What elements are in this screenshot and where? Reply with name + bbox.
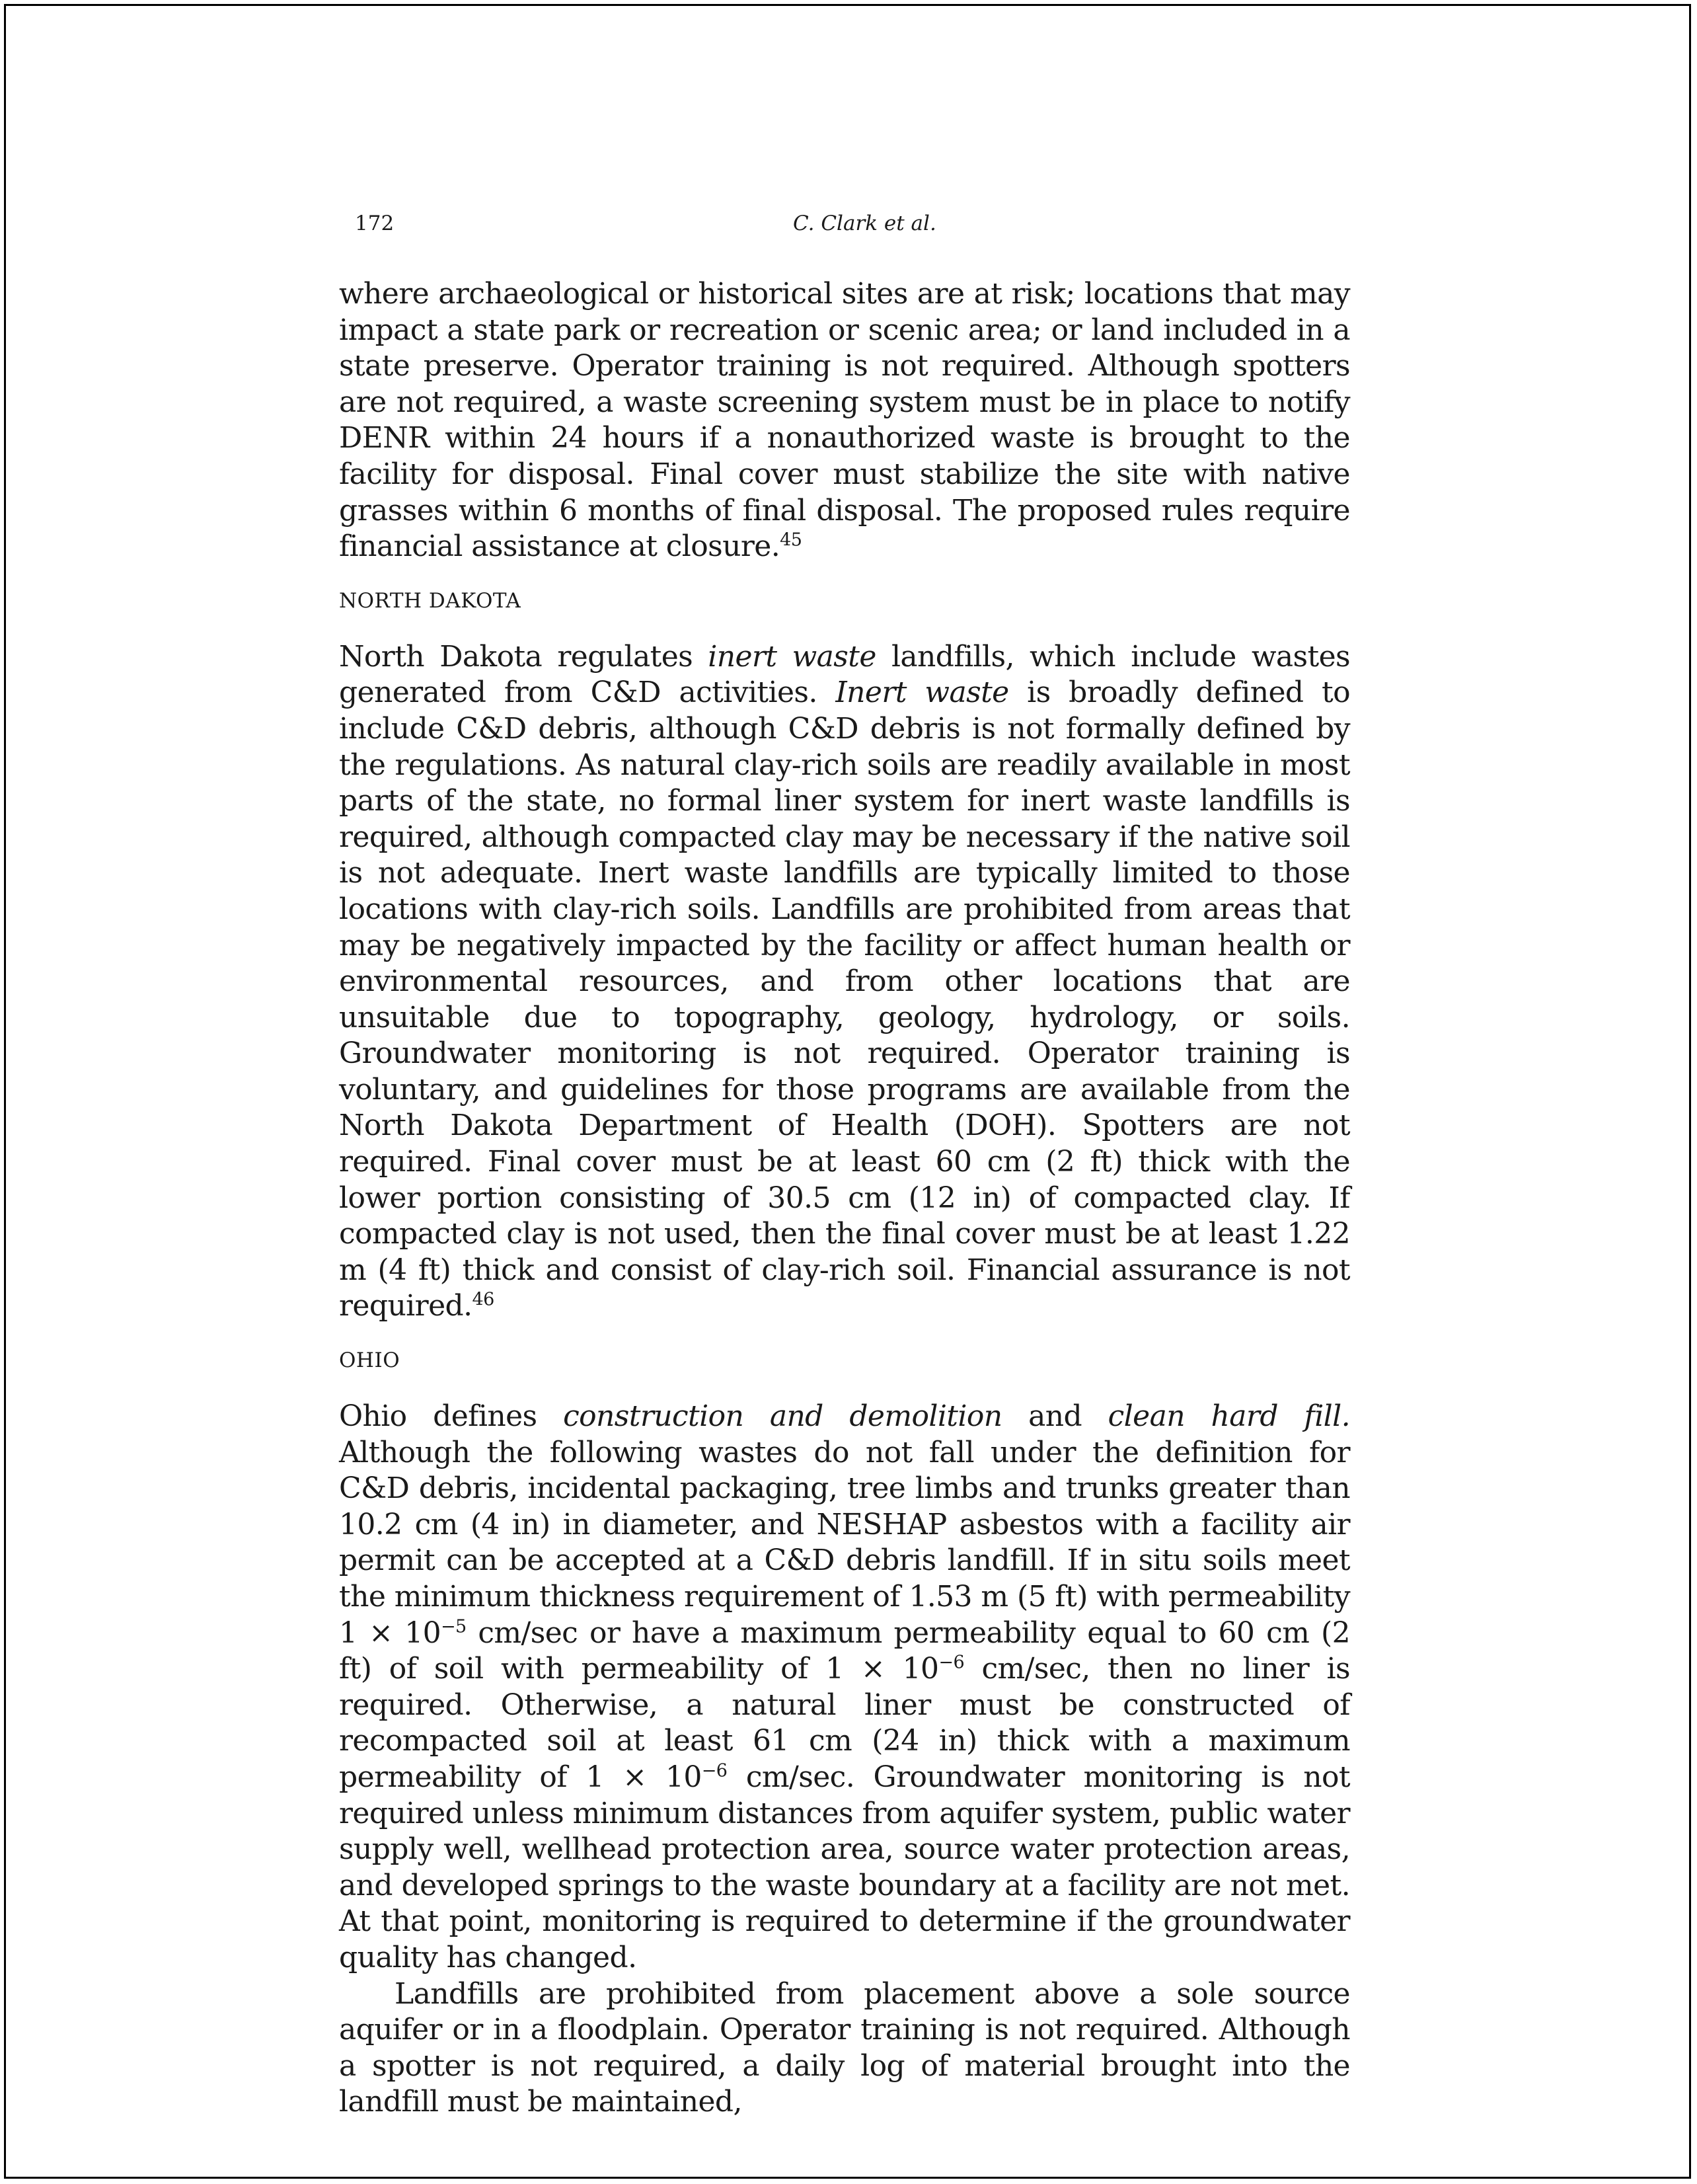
nd-text-1: North Dakota regulates (339, 639, 708, 674)
nd-text-2: landfills, which include wastes generated from C&D activities. (339, 639, 1350, 710)
nd-text-3: is broadly defined to include C&D debris, although C&D debris is not formally defined by the regulations. As natural clay-rich soils are readily available in most parts of the state, no formal liner system for inert waste landfills is required, although compacted clay may be necessary if the native soil is not adequate. Inert waste landfills are typically limited to those locations with clay-rich soils. Landfills are prohibited from areas that may be negatively impacted by the facility or affect human health or environmental resources, and from other locations that are unsuitable due to topography, geology, hydrology, or soils. Groundwater monitoring is not required. Operator training is voluntary, and guidelines for those programs are available from the North Dakota Department of Health (DOH). Spotters are not required. Final cover must be at least 60 cm (2 ft) thick with the lower portion consisting of 30.5 cm (12 in) of compacted clay. If compacted clay is not used, then the final cover must be at least 1.22 m (4 ft) thick and consist of clay-rich soil. Financial assurance is not required. (339, 676, 1350, 1323)
oh-text-5: cm/sec, then no liner is required. Otherwise, a natural liner must be constructed of recompacted soil at least 61 cm (24 in) thick with a maximum permeability of 1 × 10 (339, 1652, 1350, 1794)
oh-text-1: Ohio defines (339, 1399, 564, 1434)
oh-text-6: cm/sec. Groundwater monitoring is not required unless minimum distances from aquifer system, public water supply well, wellhead protection area, source water protection areas, and developed springs to the waste boundary at a facility are not met. At that point, monitoring is required to determine if the groundwater quality has changed. (339, 1760, 1350, 1974)
page-body (339, 276, 1350, 2121)
oh-term-clean-hard-fill: clean hard fill. (1108, 1399, 1350, 1434)
north-dakota-paragraph (339, 639, 1350, 1325)
oh-text-2: and (1002, 1399, 1108, 1434)
intro-paragraph (339, 276, 1350, 565)
exponent: −6 (938, 1652, 965, 1673)
section-heading-north-dakota: NORTH DAKOTA (339, 588, 521, 613)
ohio-paragraph-1 (339, 1399, 1350, 1976)
ohio-paragraph-2: Landfills are prohibited from placement above a sole source aquifer or in a floodplain. Operator training is not required. Although a spotter is not required, a daily log of material brought into the landfill must be maintained, (339, 1976, 1350, 2119)
footnote-ref-45: 45 (780, 529, 802, 551)
oh-term-cd: construction and demolition (563, 1399, 1002, 1434)
exponent: −5 (440, 1616, 467, 1637)
footnote-ref-46: 46 (472, 1289, 494, 1310)
nd-term-inert-waste: inert waste (708, 639, 876, 674)
running-head: C. Clark et al. (793, 212, 936, 235)
section-heading-ohio: OHIO (339, 1348, 400, 1373)
nd-term-inert-waste-2: Inert waste (835, 676, 1009, 710)
exponent: −6 (701, 1760, 728, 1781)
oh-text-3: Although the following wastes do not fall under the definition for C&D debris, incidental packaging, tree limbs and trunks greater than 10.2 cm (4 in) in diameter, and NESHAP asbestos with a facility air permit can be accepted at a C&D debris landfill. If in situ soils meet the minimum thickness requirement of 1.53 m (5 ft) with permeability 1 × 10 (339, 1435, 1350, 1650)
intro-text: where archaeological or historical sites are at risk; locations that may impact a state park or recreation or scenic area; or land included in a state preserve. Operator training is not required. Although spotters are not required, a waste screening system must be in place to notify DENR within 24 hours if a nonauthorized waste is brought to the facility for disposal. Final cover must stabilize the site with native grasses within 6 months of final disposal. The proposed rules require financial assistance at closure. (339, 277, 1350, 564)
oh-text-4: cm/sec or have a maximum permeability equal to 60 cm (2 ft) of soil with permeability of 1 × 10 (339, 1616, 1350, 1686)
page-number: 172 (355, 212, 395, 235)
